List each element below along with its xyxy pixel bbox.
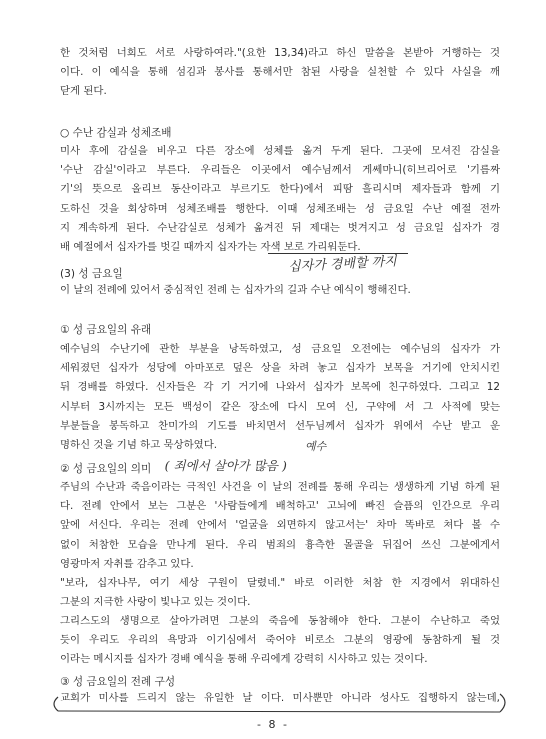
text-line: 명하신 것을 기념 하고 묵상하였다. — [60, 438, 218, 451]
text-line: 뒤 경배를 하였다. 신자들은 각 기 거기에 나와서 십자가 보목에 친구하였다. 그리고 12 — [60, 381, 500, 394]
text-line: 닫게 된다. — [60, 85, 107, 98]
text-line: 시부터 3시까지는 모든 백성이 같은 장소에 다시 모여 신, 구약에 서 그 사적에 맞는 — [60, 400, 500, 413]
text-line: 다. 전례 안에서 보는 그분은 '사람들에게 배척하고' 고뇌에 빠진 슬픔의 인간으로 우리 — [60, 500, 500, 513]
text-line: 앞에 서신다. 우리는 전례 안에서 '얼굴을 외면하지 않고서는' 차마 똑바로 쳐다 볼 수 — [60, 519, 500, 532]
text-line: 세워졌던 십자가 성당에 아마포로 덮은 상을 차려 놓고 십자가 보목을 거기에 안치시킨 — [60, 362, 500, 375]
section-heading-origin: ① 성 금요일의 유래 — [60, 324, 152, 336]
text-line: 교회가 미사를 드리지 않는 유일한 날 이다. 미사뿐만 아니라 성사도 집행하지 않는데, — [60, 692, 500, 704]
text-line: 이 날의 전례에 있어서 중심적인 전례 는 십자가의 길과 수난 예식이 행해진다. — [60, 284, 411, 296]
text-line: 기'의 뜻으로 올리브 동산이라고 부르기도 한다)에서 피땀 흘리시며 제자들과 함께 기 — [60, 183, 500, 196]
text-line: 배 예절에서 십자가를 벗길 때까지 십자가는 자색 보로 가리워둔다. — [60, 240, 361, 253]
handwritten-correction: 예수 — [305, 440, 327, 453]
text-line: 이다. 이 예식을 통해 섬김과 봉사를 통해서만 참된 사랑을 실천할 수 있다 사실을 깨 — [60, 66, 500, 79]
section-heading-structure: ③ 성 금요일의 전례 구성 — [60, 676, 176, 688]
text-line: 미사 후에 감실을 비우고 다른 장소에 성체를 옮겨 두게 된다. 그곳에 모셔진 감실을 — [60, 145, 500, 157]
text-line: '수난 감실'이라고 부른다. 우리들은 이곳에서 예수님께서 게쎄마니(히브리어로 '기름짜 — [60, 164, 500, 177]
text-line: "보라, 십자나무, 여기 세상 구원이 달렸네." 바로 이러한 처참 한 지경에서 위대하신 — [60, 577, 500, 589]
text-line: 부분들을 봉독하고 찬미가의 기도를 바치면서 선두님께서 십자가 위에서 수난 받고 운 — [60, 419, 500, 432]
text-line: 그리스도의 생명으로 살아가려면 그분의 죽음에 동참해야 한다. 그분이 수난하고 죽었 — [60, 615, 500, 627]
section-heading-suffering-tabernacle: ○ 수난 감실과 성체조배 — [60, 127, 172, 139]
section-heading-label: ② 성 금요일의 의미 — [60, 463, 152, 475]
text-line: 한 것처럼 너희도 서로 사랑하여라."(요한 13,34)라고 하신 말씀을 본받아 거행하는 것 — [60, 47, 500, 59]
handwritten-note: 십자가 경배할 까지 — [287, 254, 398, 275]
text-line: 도하신 것을 회상하며 성체조배를 행한다. 이때 성체조배는 성 금요일 수난 예절 전까 — [60, 202, 500, 215]
text-line: 듯이 우리도 우리의 욕망과 이기심에서 죽어야 비로소 그분의 영광에 동참하게 될 것 — [60, 634, 500, 647]
text-line: 그분의 지극한 사랑이 빛나고 있는 것이다. — [60, 596, 251, 609]
text-line: 지 계속하게 된다. 수난감실로 성체가 옮겨진 뒤 제대는 벗겨지고 성 금요일 십자가 경 — [60, 221, 500, 234]
text-line: 영광마저 자취를 감추고 있다. — [60, 557, 194, 570]
text-line: 주님의 수난과 죽음이라는 극적인 사건을 이 날의 전례를 통해 우리는 생생하게 기념 하게 된 — [60, 481, 500, 493]
text-line: 예수님의 수난기에 관한 부분을 낭독하였고, 성 금요일 오전에는 예수님의 십자가 가 — [60, 343, 500, 355]
section-heading-good-friday: (3) 성 금요일 — [60, 268, 123, 280]
text-line: 이라는 메시지를 십자가 경배 예식을 통해 우리에게 강력히 시사하고 있는 것이다. — [60, 653, 428, 666]
page-number: - 8 - — [257, 718, 289, 731]
text-line: 없이 처참한 모습을 만나게 된다. 우리 범죄의 흉측한 몰골을 뒤집어 쓰신 그분에게서 — [60, 538, 500, 551]
handwritten-heading-note: ( 죄에서 살아가 많음 ) — [164, 458, 287, 473]
